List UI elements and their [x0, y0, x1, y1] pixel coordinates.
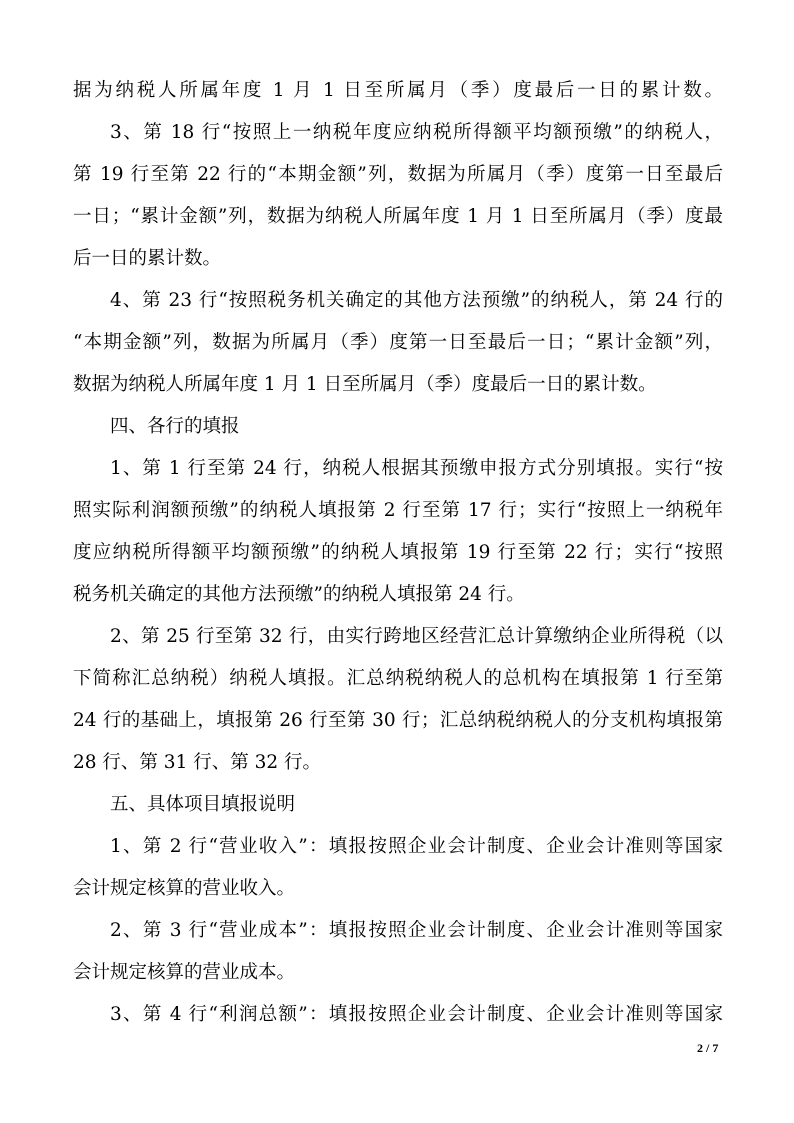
body-text-line: 28 行、第 31 行、第 32 行。	[73, 752, 322, 773]
body-text-line: 度应纳税所得额平均额预缴”的纳税人填报第 19 行至第 22 行；实行“按照	[73, 542, 723, 563]
body-text-line: 一日；“累计金额”列，数据为纳税人所属年度 1 月 1 日至所属月（季）度最	[73, 206, 723, 227]
body-text-line: 照实际利润额预缴”的纳税人填报第 2 行至第 17 行；实行“按照上一纳税年	[73, 500, 723, 521]
body-text-line: 24 行的基础上，填报第 26 行至第 30 行；汇总纳税纳税人的分支机构填报第	[73, 710, 723, 731]
body-text-line: 后一日的累计数。	[73, 248, 222, 269]
body-text-line: “本期金额”列，数据为所属月（季）度第一日至最后一日；“累计金额”列，	[73, 332, 723, 353]
section-heading: 五、具体项目填报说明	[110, 794, 296, 815]
body-text-line: 3、第 18 行“按照上一纳税年度应纳税所得额平均额预缴”的纳税人，	[110, 122, 723, 143]
body-text-line: 1、第 1 行至第 24 行，纳税人根据其预缴申报方式分别填报。实行“按	[110, 458, 723, 479]
body-text-line: 下简称汇总纳税）纳税人填报。汇总纳税纳税人的总机构在填报第 1 行至第	[73, 668, 723, 689]
section-heading: 四、各行的填报	[110, 416, 240, 437]
body-text-line: 会计规定核算的营业成本。	[73, 962, 296, 983]
body-text-line: 3、第 4 行“利润总额”：填报按照企业会计制度、企业会计准则等国家	[110, 1004, 723, 1025]
body-text-line: 据为纳税人所属年度 1 月 1 日至所属月（季）度最后一日的累计数。	[73, 80, 723, 101]
body-text-line: 1、第 2 行“营业收入”：填报按照企业会计制度、企业会计准则等国家	[110, 836, 723, 857]
body-text-line: 会计规定核算的营业收入。	[73, 878, 296, 899]
body-text-line: 4、第 23 行“按照税务机关确定的其他方法预缴”的纳税人，第 24 行的	[110, 290, 723, 311]
page-number: 2 / 7	[697, 1041, 719, 1055]
body-text-line: 2、第 25 行至第 32 行，由实行跨地区经营汇总计算缴纳企业所得税（以	[110, 626, 723, 647]
body-text-line: 2、第 3 行“营业成本”：填报按照企业会计制度、企业会计准则等国家	[110, 920, 723, 941]
body-text-line: 数据为纳税人所属年度 1 月 1 日至所属月（季）度最后一日的累计数。	[73, 374, 657, 395]
body-text-line: 第 19 行至第 22 行的“本期金额”列，数据为所属月（季）度第一日至最后	[73, 164, 723, 185]
body-text-line: 税务机关确定的其他方法预缴”的纳税人填报第 24 行。	[73, 584, 525, 605]
